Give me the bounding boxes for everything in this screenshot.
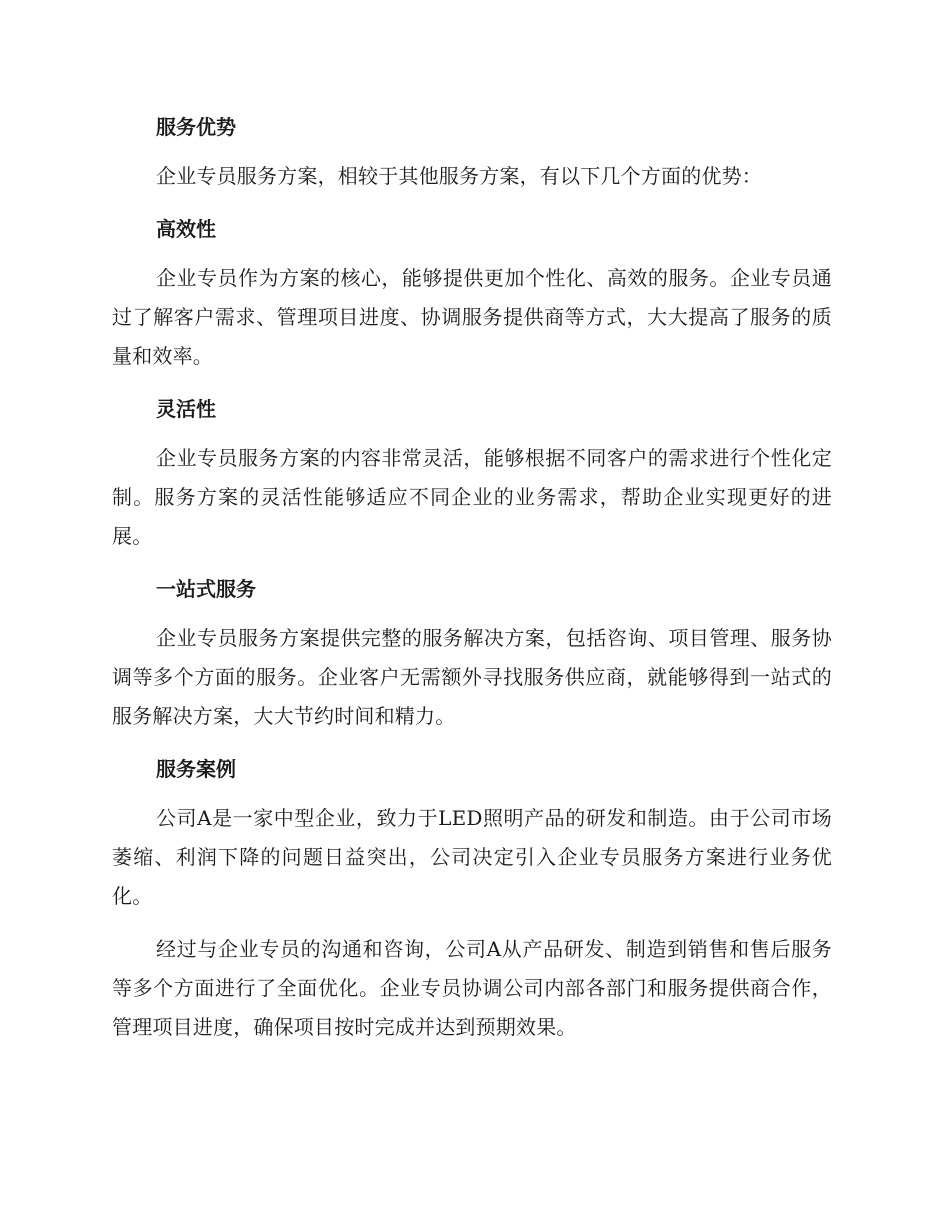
section-heading: 一站式服务 xyxy=(156,577,256,601)
section-efficiency xyxy=(112,210,832,376)
section-heading: 服务优势 xyxy=(156,115,236,139)
paragraph: 经过与企业专员的沟通和咨询，公司A从产品研发、制造到销售和售后服务等多个方面进行了全面优化。企业专员协调公司内部各部门和服务提供商合作，管理项目进度，确保项目按时完成并达到预期效果。 xyxy=(112,937,832,1039)
paragraph: 公司A是一家中型企业，致力于LED照明产品的研发和制造。由于公司市场萎缩、利润下降的问题日益突出，公司决定引入企业专员服务方案进行业务优化。 xyxy=(112,806,832,908)
document-page xyxy=(112,108,832,1061)
section-flexibility xyxy=(112,390,832,556)
section-heading: 服务案例 xyxy=(156,757,236,781)
section-one-stop-service xyxy=(112,570,832,736)
section-service-case xyxy=(112,750,832,1047)
paragraph: 企业专员服务方案，相较于其他服务方案，有以下几个方面的优势： xyxy=(156,164,762,188)
section-service-advantages xyxy=(112,108,832,196)
paragraph: 企业专员服务方案的内容非常灵活，能够根据不同客户的需求进行个性化定制。服务方案的灵活性能够适应不同企业的业务需求，帮助企业实现更好的进展。 xyxy=(112,446,832,548)
section-heading: 高效性 xyxy=(156,217,216,241)
paragraph: 企业专员作为方案的核心，能够提供更加个性化、高效的服务。企业专员通过了解客户需求、管理项目进度、协调服务提供商等方式，大大提高了服务的质量和效率。 xyxy=(112,266,832,368)
section-heading: 灵活性 xyxy=(156,397,216,421)
paragraph: 企业专员服务方案提供完整的服务解决方案，包括咨询、项目管理、服务协调等多个方面的服务。企业客户无需额外寻找服务供应商，就能够得到一站式的服务解决方案，大大节约时间和精力。 xyxy=(112,626,832,728)
